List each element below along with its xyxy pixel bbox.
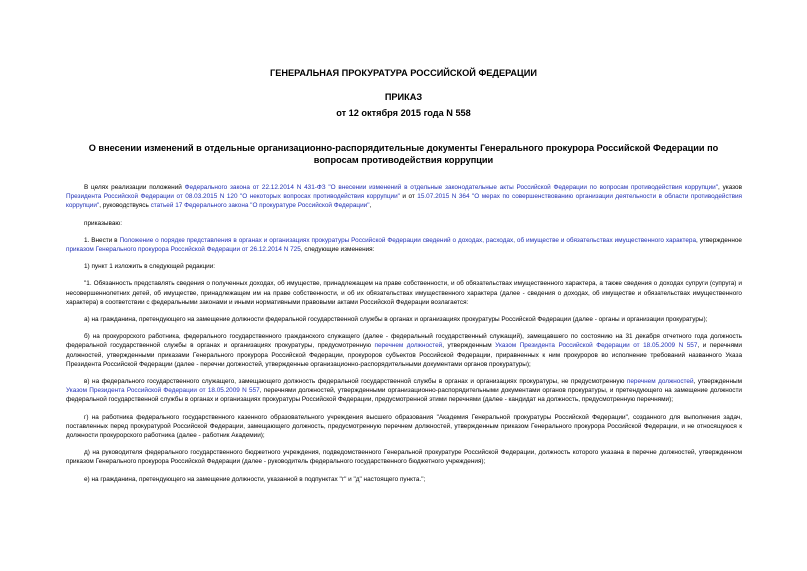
order-word: приказываю: (84, 219, 122, 227)
doc-title: О внесении изменений в отдельные организационно-распорядительные документы Генерального прокурора Российской Федерации по вопросам противодействия коррупции (88, 143, 719, 165)
doc-type: ПРИКАЗ (384, 92, 423, 102)
para-d: д) на руководителя федерального государственного бюджетного учреждения, подведомственного Генеральной прокуратуре Российской Федерации, должность которого указана в перечне должностей, утвержденном приказом Генерального прокурора Российской Федерации (далее - руководитель федерального государственного бюджетного учреждения); (66, 449, 742, 466)
text: , утвержденным (442, 342, 496, 350)
positions-list-link[interactable]: перечнем должностей (626, 378, 694, 386)
para-e: е) на гражданина, претендующего на замещение должности, указанной в подпунктах "г" и "д" настоящего пункта."; (84, 475, 426, 483)
text: , утвержденным (693, 378, 742, 386)
decree-557-link[interactable]: Указом Президента Российской Федерации от 18.05.2009 N 557 (66, 387, 260, 395)
text: , перечнями должностей, утвержденными организационно-распорядительными документами органов прокуратуры, и претендующего на замещение должности федеральной государственной службы в органах и организациях прокуратуры Российской Федерации, предусмотренной этими перечнями (далее - кандидат на должность, предусмотренную перечнями); (66, 387, 743, 404)
article-17-link[interactable]: статьей 17 Федерального закона "О прокуратуре Российской Федерации" (150, 202, 370, 210)
text: 1. Внести в (84, 236, 120, 244)
order-725-link[interactable]: приказом Генерального прокурора Российской Федерации от 26.12.2014 N 725 (66, 246, 301, 254)
text: и от (399, 193, 418, 201)
text: , следующие изменения: (300, 246, 375, 254)
text: , утвержденное (696, 236, 742, 244)
org-name: ГЕНЕРАЛЬНАЯ ПРОКУРАТУРА РОССИЙСКОЙ ФЕДЕРАЦИИ (270, 68, 537, 78)
decree-557-link[interactable]: Указом Президента Российской Федерации от 18.05.2009 N 557 (495, 342, 698, 350)
doc-body (66, 183, 742, 484)
text: , руководствуясь (99, 202, 151, 210)
text: в) на федерального государственного служащего, замещающего должность федеральной государственной службы в органах и организациях прокуратуры, не предусмотренную (84, 378, 627, 386)
regulation-link[interactable]: Положение о порядке представления в органах и организациях прокуратуры Российской Федерации сведений о доходах, расходах, об имуществе и обязательствах имущественного характера (119, 236, 697, 244)
item-1-paragraph (66, 236, 742, 254)
preamble-paragraph (66, 183, 742, 211)
para-a: а) на гражданина, претендующего на замещение должности федеральной государственной службы в органах и организациях прокуратуры Российской Федерации (далее - органы и организации прокуратуры); (84, 316, 708, 324)
positions-list-link[interactable]: перечнем должностей (374, 342, 443, 350)
subitem-1: 1) пункт 1 изложить в следующей редакции: (84, 263, 216, 271)
text: В целях реализации положений (84, 184, 185, 191)
doc-date-number: от 12 октября 2015 года N 558 (336, 108, 471, 118)
para-b (66, 332, 742, 369)
quote-paragraph: "1. Обязанность представлять сведения о полученных доходах, об имуществе, принадлежащем на праве собственности, и об обязательствах имущественного характера, а также сведения о доходах супруги (супруга) и несовершеннолетних детей, об имуществе, принадлежащем им на праве собственности, и об их обязательствах имущественного характера (далее - сведения о доходах, об имуществе и обязательствах имущественного характера) в соответствии с федеральными законами и иными нормативными правовыми актами Российской Федерации возлагается: (66, 280, 742, 306)
law-431-link[interactable]: Федерального закона от 22.12.2014 N 431-ФЗ "О внесении изменений в отдельные законодательные акты Российской Федерации по вопросам противодействия коррупции" (184, 184, 718, 191)
decree-364-link[interactable]: 15.07.2015 N 364 "О мерах по совершенствованию организации деятельности в области противодействия коррупции" (66, 193, 742, 210)
text: , и перечнями должностей, утвержденными приказами Генерального прокурора Российской Федерации, прокуроров субъектов Российской Федерации, приравненных к ним прокуроров во исполнение требований названного Указа Президента Российской Федерации (далее - перечни должностей, утвержденные организационно-распорядительными документами органов прокуратуры); (66, 342, 742, 368)
decree-120-link[interactable]: Президента Российской Федерации от 08.03.2015 N 120 "О некоторых вопросах противодействия коррупции" (66, 193, 400, 201)
text: , (369, 202, 372, 210)
text: б) на прокурорского работника, федерального государственного гражданского служащего (далее - федеральный государственный служащий), замещавшего по состоянию на 31 декабря отчетного года должность федеральной государственной службы в органах и организациях прокуратуры, предусмотренную (66, 333, 742, 350)
para-g: г) на работника федерального государственного казенного образовательного учреждения высшего образования "Академия Генеральной прокуратуры Российской Федерации", созданного для выполнения задач, поставленных перед прокуратурой Российской Федерации, замещающего должность, предусмотренную перечнем должностей, утвержденным приказом Генерального прокурора Российской Федерации, и не относящуюся к должности прокурорского работника (далее - работник Академии); (66, 413, 742, 440)
para-v (66, 377, 742, 405)
text: , указов (718, 184, 742, 191)
